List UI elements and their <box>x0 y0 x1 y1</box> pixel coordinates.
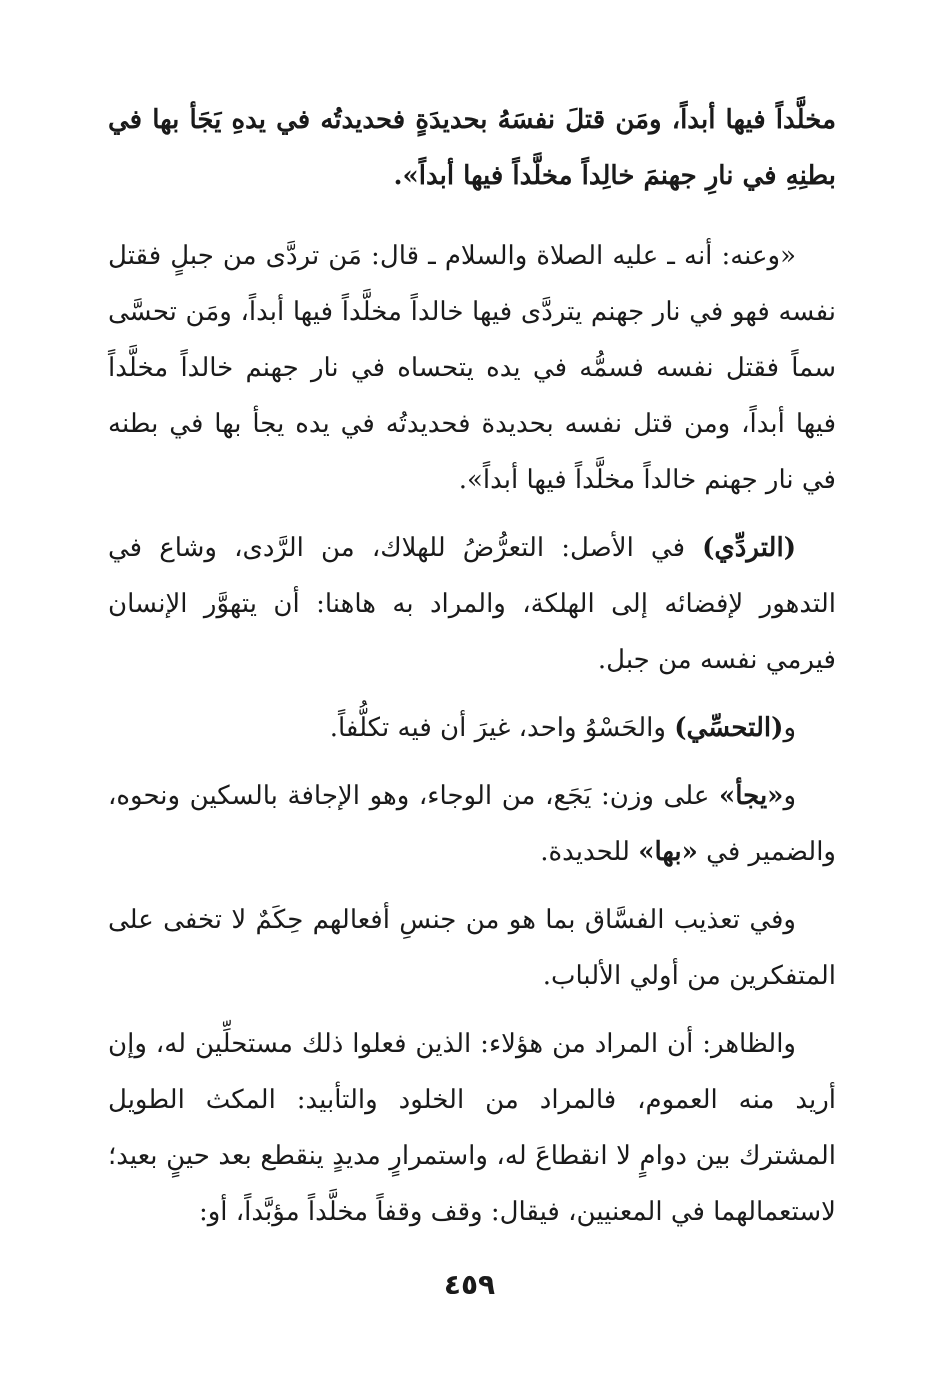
paragraph-hadith-continuation: مخلَّداً فيها أبداً، ومَن قتلَ نفسَهُ بحديدَةٍ فحديدتُه في يدهِ يَجَأ بها في بطنِهِ في نارِ جهنمَ خالِداً مخلَّداً فيها أبداً». <box>108 105 836 191</box>
term-tarraddi: (التردِّي) <box>702 533 796 563</box>
tahassi-explanation: والحَسْوُ واحد، غيرَ أن فيه تكلُّفاً. <box>329 713 675 743</box>
yaja-explanation: على وزن: يَجَع، من الوجاء، وهو الإجافة بالسكين ونحوه، والضمير في <box>108 781 836 867</box>
term-yaja: «يجأ» <box>718 781 784 811</box>
yaja-prefix: و <box>783 781 796 811</box>
paragraph-yaja <box>108 768 836 880</box>
term-tahassi: (التحسِّي) <box>674 713 784 743</box>
paragraph-hadith: «وعنه: أنه ـ عليه الصلاة والسلام ـ قال: مَن تردَّى من جبلٍ فقتل نفسه فهو في نار جهنم يتردَّى فيها خالداً مخلَّداً فيها أبداً، ومَن تحسَّى سماً فقتل نفسه فسمُّه في يده يتحساه في نار جهنم خالداً مخلَّداً فيها أبداً، ومن قتل نفسه بحديدة فحديدتُه في يده يجأ بها في بطنه في نار جهنم خالداً مخلَّداً فيها أبداً». <box>108 241 836 495</box>
paragraph-tahassi <box>108 700 836 756</box>
tarraddi-explanation: في الأصل: التعرُّضُ للهلاك، من الرَّدى، وشاع في التدهور لإفضائه إلى الهلكة، والمراد به هاهنا: أن يتهوَّر الإنسان فيرمي نفسه من جبل. <box>108 533 836 675</box>
paragraph-punishment-wisdom: وفي تعذيب الفسَّاق بما هو من جنسِ أفعالهم حِكَمٌ لا تخفى على المتفكرين من أولي الألباب. <box>108 905 836 991</box>
paragraph-interpretation: والظاهر: أن المراد من هؤلاء: الذين فعلوا ذلك مستحلِّين له، وإن أريد منه العموم، فالمراد من الخلود والتأبيد: المكث الطويل المشترك بين دوامٍ لا انقطاعَ له، واستمرارٍ مديدٍ ينقطع بعد حينٍ بعيد؛ لاستعمالهما في المعنيين، فيقال: وقف وقفاً مخلَّداً مؤبَّداً، أو: <box>108 1029 836 1227</box>
biha-explanation: للحديدة. <box>540 837 639 867</box>
tahassi-prefix: و <box>783 713 796 743</box>
page-number: ٤٥٩ <box>443 1268 496 1301</box>
paragraph-tarraddi <box>108 520 836 688</box>
term-biha: «بها» <box>638 837 698 867</box>
page-body <box>108 92 836 1252</box>
